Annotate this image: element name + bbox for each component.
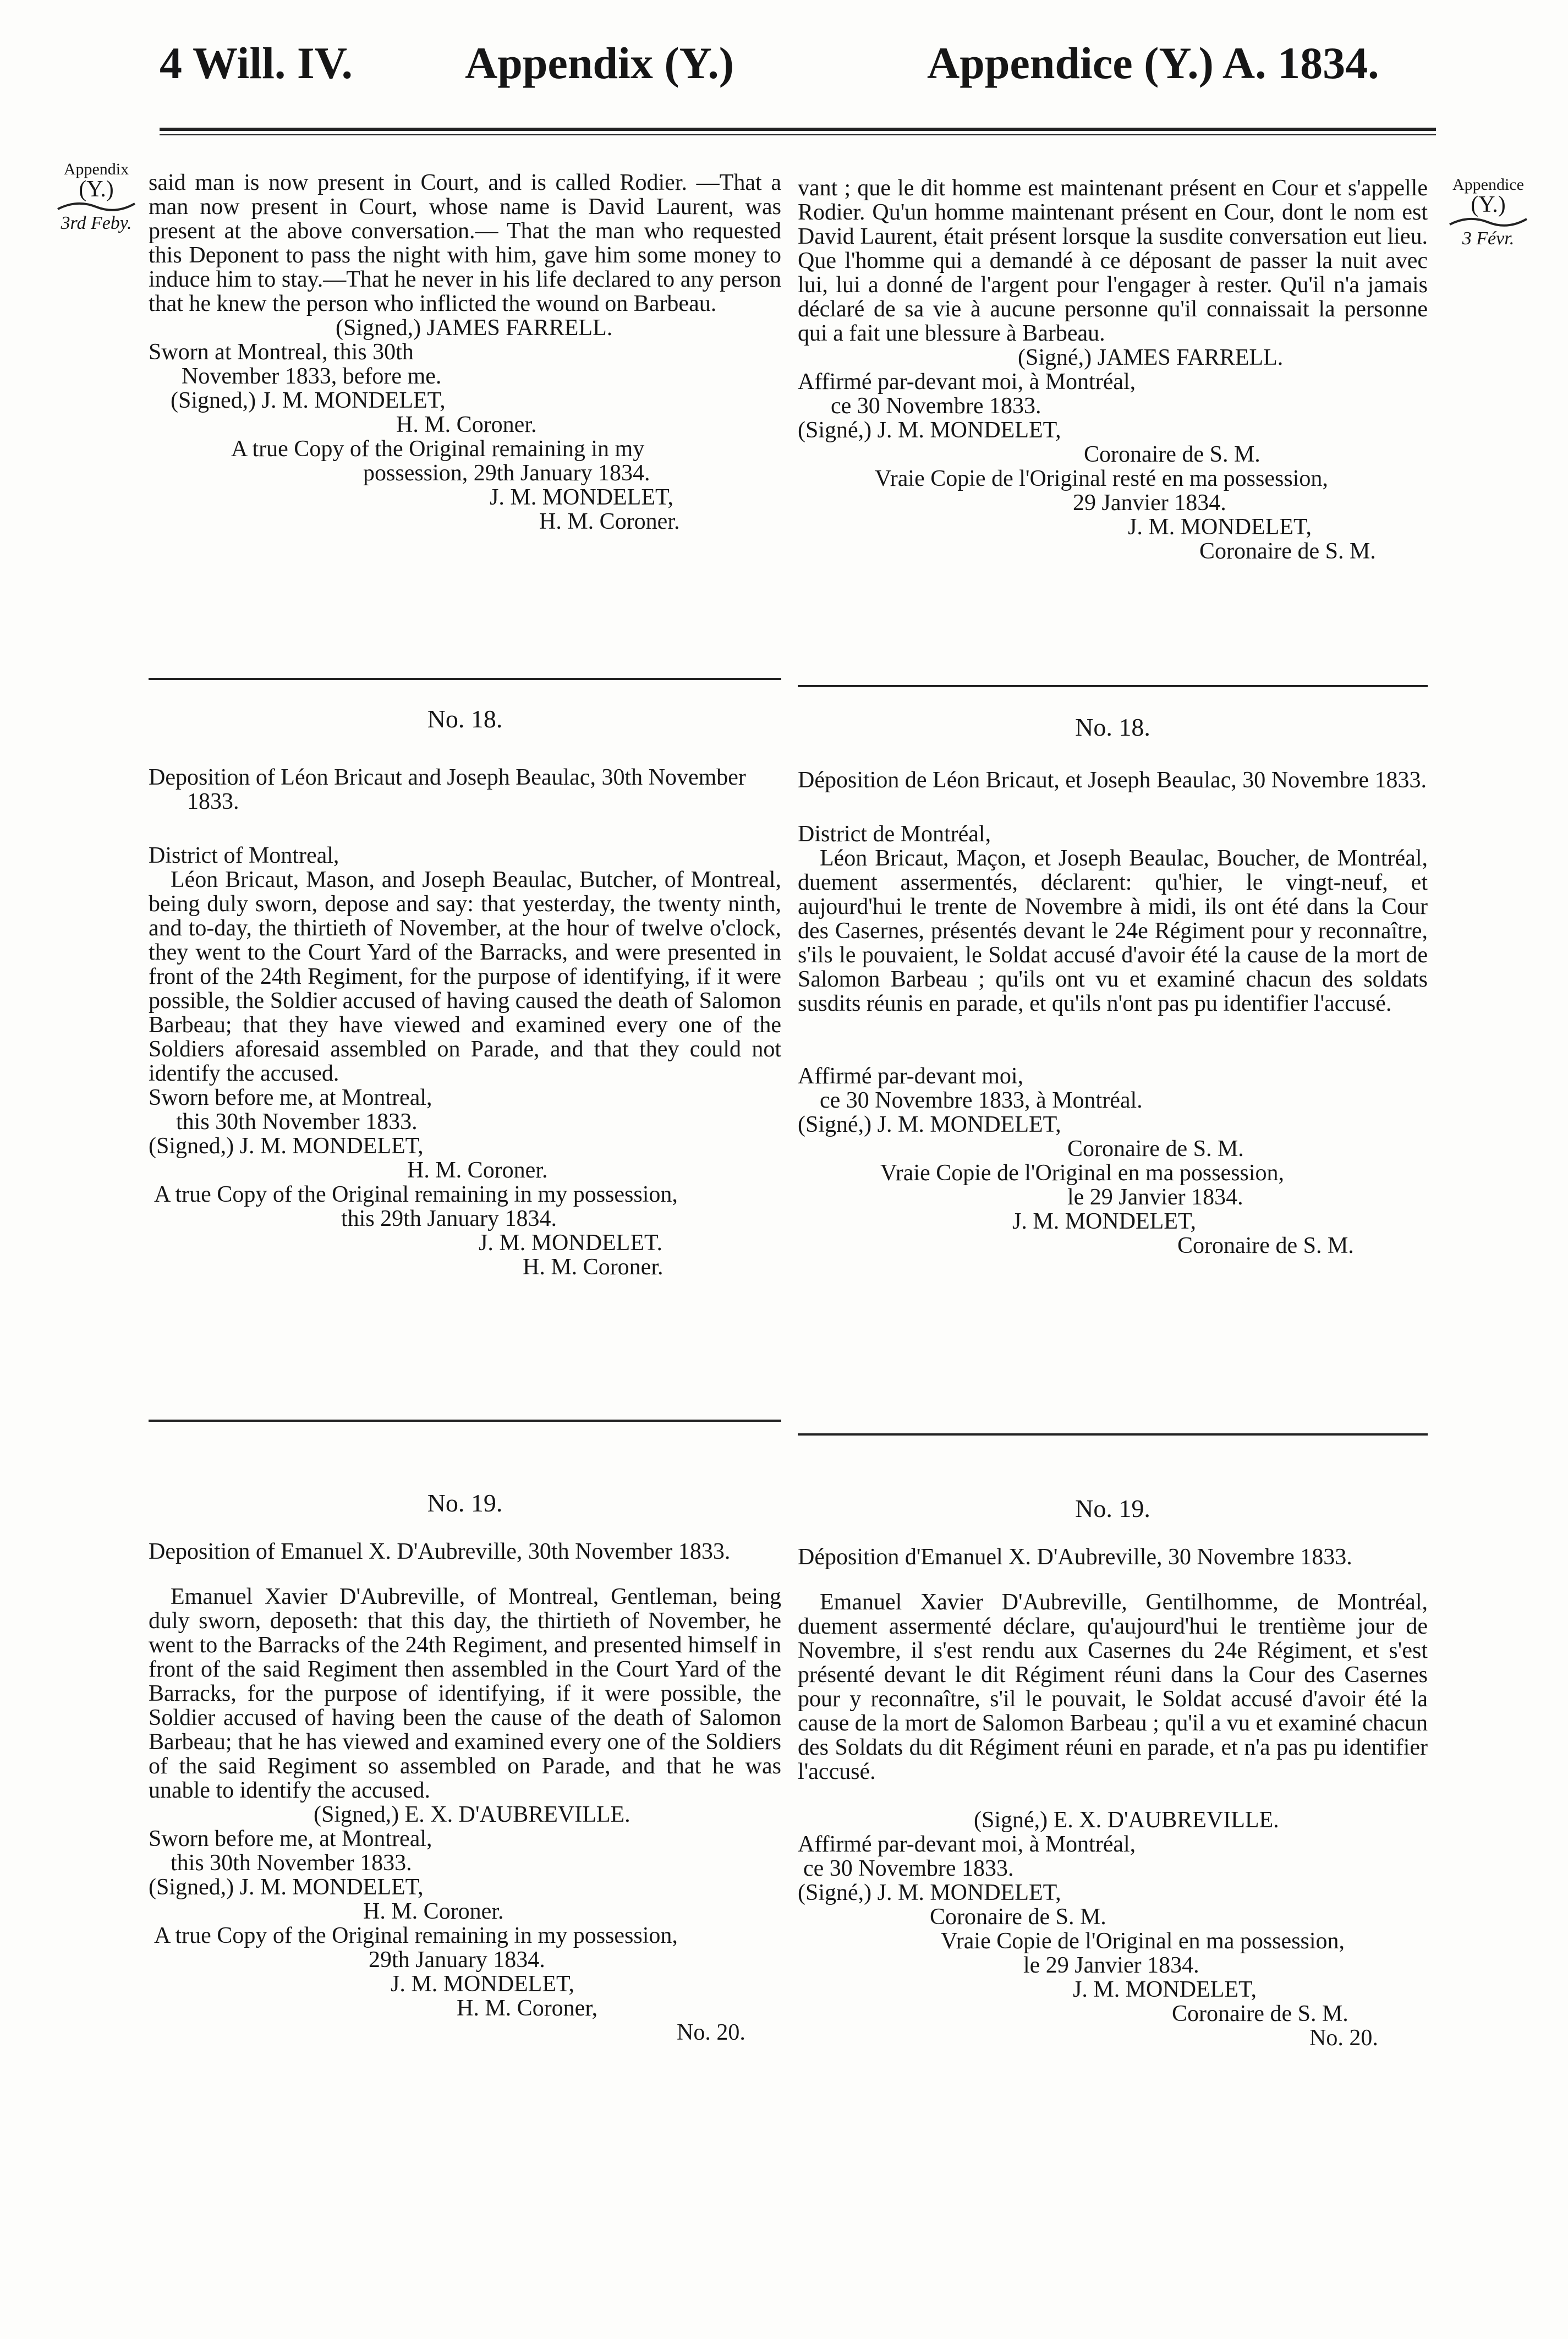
fr-deposition-19 <box>798 1494 1428 2051</box>
fr-19-name: J. M. MONDELET, <box>1073 1977 1257 2002</box>
en-continuation <box>149 171 781 534</box>
fr-deposition-18 <box>798 715 1428 1258</box>
en-separator-2 <box>149 1420 781 1422</box>
fr-18-district: District de Montréal, <box>798 821 991 847</box>
fr-cont-sworn-1: Affirmé par-devant moi, à Montréal, <box>798 369 1136 395</box>
en-18-number: No. 18. <box>427 705 503 733</box>
margin-note-left <box>50 160 143 233</box>
margin-appendix-label: Appendix <box>63 160 129 178</box>
margin-date: 3 Févr. <box>1462 228 1515 249</box>
fr-catchword-next: No. 20. <box>1309 2025 1378 2051</box>
fr-continuation <box>798 176 1428 563</box>
en-deposition-19 <box>149 1491 781 2045</box>
en-cont-copy-2: possession, 29th January 1834. <box>363 461 650 486</box>
en-cont-signature: (Signed,) JAMES FARRELL. <box>336 315 613 341</box>
fr-19-coroner-title-2: Coronaire de S. M. <box>1172 2001 1348 2026</box>
en-19-number: No. 19. <box>427 1489 503 1517</box>
en-cont-coroner-title: H. M. Coroner. <box>396 412 537 437</box>
en-19-sworn-1: Sworn before me, at Montreal, <box>149 1826 432 1852</box>
en-cont-coroner-title-2: H. M. Coroner. <box>539 509 680 534</box>
fr-18-coroner-signature: (Signé,) J. M. MONDELET, <box>798 1112 1061 1137</box>
en-cont-coroner-signature: (Signed,) J. M. MONDELET, <box>171 388 446 413</box>
margin-appendice-letter: (Y.) <box>1471 192 1506 217</box>
header-rule-thick <box>160 128 1436 131</box>
fr-19-coroner-title: Coronaire de S. M. <box>930 1904 1106 1930</box>
fr-19-number: No. 19. <box>1075 1494 1150 1522</box>
en-18-title: Deposition of Léon Bricaut and Joseph Beaulac, 30th November 1833. <box>149 765 746 814</box>
fr-18-paragraph: Léon Bricaut, Maçon, et Joseph Beaulac, Boucher, de Montréal, duement assermentés, déclarent: qu'hier, le vingt-neuf, et aujourd'hui le trente de Novembre à midi, ils ont été dans la Cour des Casernes, présentés devant le 24e Régiment pour y reconnaître, s'ils le pouvaient, le Soldat accusé d'avoir été la cause de la mort de Salomon Barbeau ; qu'ils ont vu et examiné chacun des soldats susdits réunis en parade, et qu'ils n'ont pas pu identifier l'accusé. <box>798 846 1428 1016</box>
en-18-coroner-signature: (Signed,) J. M. MONDELET, <box>149 1133 424 1159</box>
en-18-sworn-2: this 30th November 1833. <box>176 1109 418 1135</box>
margin-appendix-letter: (Y.) <box>79 177 114 202</box>
fr-19-coroner-signature: (Signé,) J. M. MONDELET, <box>798 1880 1061 1905</box>
en-18-copy-2: this 29th January 1834. <box>341 1206 557 1231</box>
fr-18-number: No. 18. <box>1075 713 1150 741</box>
en-18-coroner-title: H. M. Coroner. <box>407 1158 548 1183</box>
en-19-copy-1: A true Copy of the Original remaining in my possession, <box>154 1923 678 1948</box>
en-catchword-next: No. 20. <box>677 2020 745 2045</box>
fr-19-sworn-1: Affirmé par-devant moi, à Montréal, <box>798 1832 1136 1857</box>
margin-note-right <box>1441 175 1535 249</box>
fr-separator-2 <box>798 1433 1428 1436</box>
en-19-coroner-title: H. M. Coroner. <box>363 1899 504 1924</box>
en-18-coroner-title-2: H. M. Coroner. <box>523 1255 664 1280</box>
fr-19-sworn-2: ce 30 Novembre 1833. <box>803 1856 1014 1881</box>
en-19-name: J. M. MONDELET, <box>391 1971 575 1997</box>
en-18-name: J. M. MONDELET. <box>479 1230 663 1256</box>
en-cont-sworn-1: Sworn at Montreal, this 30th <box>149 339 414 365</box>
fr-18-title: Déposition de Léon Bricaut, et Joseph Beaulac, 30 Novembre 1833. <box>798 768 1427 793</box>
fr-18-copy-2: le 29 Janvier 1834. <box>1067 1185 1243 1210</box>
fr-19-copy-1: Vraie Copie de l'Original en ma possession, <box>941 1929 1345 1954</box>
page-header <box>0 28 1568 94</box>
en-19-coroner-title-2: H. M. Coroner, <box>457 1996 598 2021</box>
fr-cont-sworn-2: ce 30 Novembre 1833. <box>831 393 1041 419</box>
fr-cont-copy-2: 29 Janvier 1834. <box>1073 490 1226 516</box>
fr-18-copy-1: Vraie Copie de l'Original en ma possession, <box>880 1160 1285 1186</box>
en-cont-paragraph: said man is now present in Court, and is called Rodier. —That a man now present in Court, whose name is David Laurent, was present at the above conversation.— That the man who requested this Deponent to pass the night with him, gave him some money to induce him to stay.—That he never in his life declared to any person that he knew the person who inflicted the wound on Barbeau. <box>149 170 781 316</box>
header-appendix-en: Appendix (Y.) <box>465 38 734 88</box>
en-19-signature: (Signed,) E. X. D'AUBREVILLE. <box>314 1802 631 1827</box>
fr-cont-name: J. M. MONDELET, <box>1128 514 1312 540</box>
header-rule-thin <box>160 134 1436 135</box>
en-19-sworn-2: this 30th November 1833. <box>171 1850 412 1876</box>
en-deposition-18 <box>149 707 781 1279</box>
fr-18-coroner-title: Coronaire de S. M. <box>1067 1136 1244 1162</box>
fr-cont-coroner-signature: (Signé,) J. M. MONDELET, <box>798 418 1061 443</box>
fr-cont-coroner-title: Coronaire de S. M. <box>1084 442 1260 467</box>
en-18-sworn-1: Sworn before me, at Montreal, <box>149 1085 432 1110</box>
fr-cont-copy-1: Vraie Copie de l'Original resté en ma possession, <box>875 466 1328 491</box>
en-separator-1 <box>149 678 781 680</box>
en-18-paragraph: Léon Bricaut, Mason, and Joseph Beaulac, Butcher, of Montreal, being duly sworn, depose and say: that yesterday, the twenty ninth, and to-day, the thirtieth of November, at the hour of twelve o'clock, they went to the Court Yard of the Barracks, and were presented in front of the 24th Regiment, for the purpose of identifying, if it were possible, the Soldier accused of having caused the death of Salomon Barbeau; that they have viewed and examined every one of the Soldiers aforesaid assembled on Parade, and that they could not identify the accused. <box>149 867 781 1086</box>
fr-cont-signature: (Signé,) JAMES FARRELL. <box>1018 345 1284 370</box>
fr-19-title: Déposition d'Emanuel X. D'Aubreville, 30 Novembre 1833. <box>798 1544 1352 1570</box>
en-18-district: District of Montreal, <box>149 843 339 868</box>
fr-18-sworn-2: ce 30 Novembre 1833, à Montréal. <box>820 1088 1143 1113</box>
fr-separator-1 <box>798 685 1428 687</box>
en-19-copy-2: 29th January 1834. <box>369 1947 545 1973</box>
en-cont-name: J. M. MONDELET, <box>490 485 674 510</box>
en-18-copy-1: A true Copy of the Original remaining in my possession, <box>154 1182 678 1207</box>
fr-18-coroner-title-2: Coronaire de S. M. <box>1177 1233 1354 1258</box>
en-19-paragraph: Emanuel Xavier D'Aubreville, of Montreal, Gentleman, being duly sworn, deposeth: that this day, the thirtieth of November, he went to the Barracks of the 24th Regiment, and presented himself in front of the said Regiment then assembled in the Court Yard of the Barracks, for the purpose of identifying, if it were possible, the Soldier accused of having been the cause of the death of Salomon Barbeau; that he has viewed and examined every one of the Soldiers of the said Regiment so assembled on Parade, and that he was unable to identify the accused. <box>149 1584 781 1803</box>
en-cont-copy-1: A true Copy of the Original remaining in my <box>231 436 645 462</box>
fr-cont-paragraph: vant ; que le dit homme est maintenant présent en Cour et s'appelle Rodier. Qu'un homme maintenant présent en Cour, dont le nom est David Laurent, était présent lorsque la susdite conversation eut lieu. Que l'homme qui a demandé à ce déposant de passer la nuit avec lui, lui a donné de l'argent pour l'engager à rester. Qu'il n'a jamais déclaré de sa vie à aucune personne qu'il connaissait la personne qui a fait une blessure à Barbeau. <box>798 176 1428 346</box>
fr-18-sworn-1: Affirmé par-devant moi, <box>798 1064 1024 1089</box>
fr-19-copy-2: le 29 Janvier 1834. <box>1023 1953 1199 1978</box>
margin-date: 3rd Feby. <box>61 213 132 233</box>
header-regnal-year: 4 Will. IV. <box>160 38 353 88</box>
en-cont-sworn-2: November 1833, before me. <box>182 364 442 389</box>
fr-18-name: J. M. MONDELET, <box>1012 1209 1197 1234</box>
fr-19-signature: (Signé,) E. X. D'AUBREVILLE. <box>974 1807 1279 1833</box>
fr-cont-coroner-title-2: Coronaire de S. M. <box>1199 539 1376 564</box>
en-19-title: Deposition of Emanuel X. D'Aubreville, 30th November 1833. <box>149 1539 731 1564</box>
header-appendix-fr: Appendice (Y.) A. 1834. <box>927 38 1379 88</box>
en-19-coroner-signature: (Signed,) J. M. MONDELET, <box>149 1875 424 1900</box>
fr-19-paragraph: Emanuel Xavier D'Aubreville, Gentilhomme, de Montréal, duement assermenté déclare, qu'aujourd'hui le trentième jour de Novembre, il s'est rendu aux Casernes du 24e Régiment, et s'est présenté devant le dit Régiment réuni dans la Cour des Casernes pour y reconnaître, s'il le pouvait, le Soldat accusé d'avoir été la cause de la mort de Salomon Barbeau ; qu'il a vu et examiné chacun des Soldats du dit Régiment réuni en parade, et n'a pas pu identifier l'accusé. <box>798 1590 1428 1784</box>
margin-appendice-label: Appendice <box>1452 176 1524 194</box>
